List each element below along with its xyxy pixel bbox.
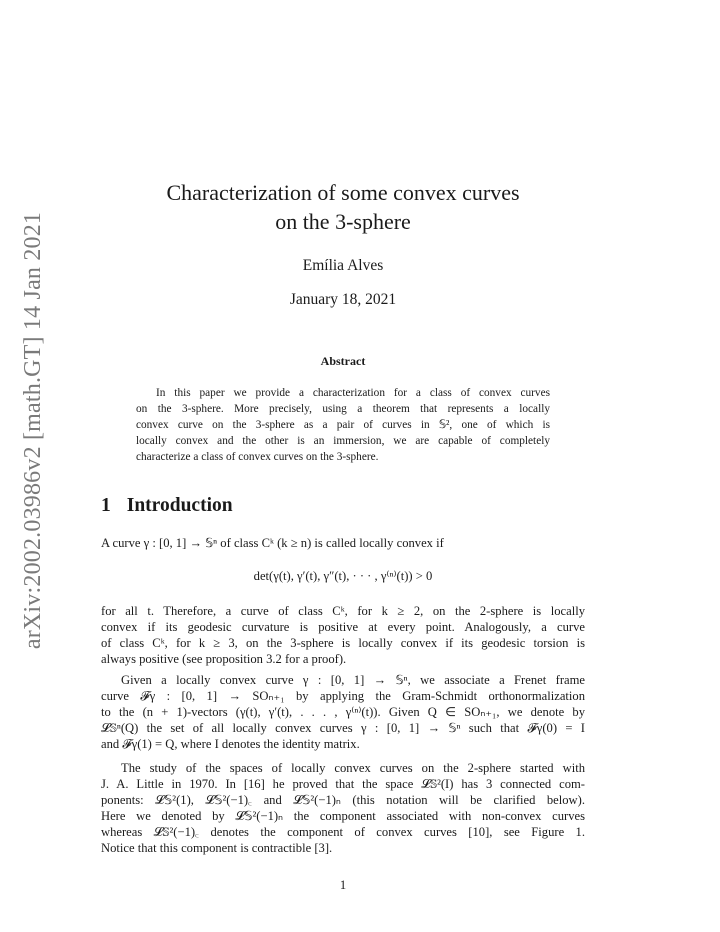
intro-line: A curve γ : [0, 1] → 𝕊ⁿ of class Cᵏ (k ≥ n) is called locally convex if	[101, 536, 444, 550]
paragraph-line: for all t. Therefore, a curve of class Cᵏ, for k ≥ 2, on the 2-sphere is locally	[101, 604, 585, 618]
paragraph-1	[101, 603, 585, 667]
paragraph-line: J. A. Little in 1970. In [16] he proved that the space 𝓛𝕊²(I) has 3 connected com-	[101, 777, 585, 791]
abstract-line: In this paper we provide a characterization for a class of convex curves	[156, 387, 550, 399]
display-equation: det(γ(t), γ′(t), γ″(t), · · · , γ⁽ⁿ⁾(t)) > 0	[253, 569, 433, 583]
paper-title-line-1: Characterization of some convex curves	[166, 180, 520, 205]
page-number: 1	[339, 878, 347, 892]
abstract-line: characterize a class of convex curves on the 3-sphere.	[136, 451, 379, 463]
paragraph-line: 𝓛𝕊ⁿ(Q) the set of all locally convex curves γ : [0, 1] → 𝕊ⁿ such that 𝓕γ(0) = I	[101, 721, 585, 735]
abstract-heading: Abstract	[320, 354, 366, 368]
intro-sentence	[101, 535, 585, 551]
paper-date: January 18, 2021	[289, 291, 397, 308]
paragraph-line: The study of the spaces of locally convex curves on the 2-sphere started with	[121, 761, 585, 775]
paragraph-line: always positive (see proposition 3.2 for a proof).	[101, 652, 347, 666]
arxiv-identifier-stamp	[12, 211, 56, 649]
abstract-line: on the 3-sphere. More precisely, using a theorem that represents a locally	[136, 403, 550, 415]
paragraph-line: ponents: 𝓛𝕊²(1), 𝓛𝕊²(−1)꜀ and 𝓛𝕊²(−1)ₙ (this notation will be clarified below).	[101, 793, 585, 807]
paragraph-line: of class Cᵏ, for k ≥ 3, on the 3-sphere is locally convex if its geodesic torsion is	[101, 636, 585, 650]
abstract-line: locally convex and the other is an immersion, we are capable of completely	[136, 435, 550, 447]
paragraph-3	[101, 760, 585, 856]
arxiv-identifier-text: arXiv:2002.03986v2 [math.GT] 14 Jan 2021	[20, 211, 47, 649]
paragraph-line: whereas 𝓛𝕊²(−1)꜀ denotes the component of convex curves [10], see Figure 1.	[101, 825, 585, 839]
paragraph-line: Here we denoted by 𝓛𝕊²(−1)ₙ the component associated with non-convex curves	[101, 809, 585, 823]
paragraph-line: Given a locally convex curve γ : [0, 1] → 𝕊ⁿ, we associate a Frenet frame	[121, 673, 585, 687]
abstract-line: convex curve on the 3-sphere as a pair of curves in 𝕊², one of which is	[136, 419, 550, 431]
paper-title-line-2: on the 3-sphere	[275, 209, 411, 234]
section-heading-introduction	[101, 495, 233, 517]
paragraph-line: Notice that this component is contractible [3].	[101, 841, 333, 855]
paper-title	[100, 178, 586, 236]
paragraph-line: to the (n + 1)-vectors (γ(t), γ′(t), . . . , γ⁽ⁿ⁾(t)). Given Q ∈ SOₙ₊₁, we denote by	[101, 705, 585, 719]
paragraph-2	[101, 672, 585, 752]
abstract-body	[136, 385, 550, 465]
paragraph-line: curve 𝓕γ : [0, 1] → SOₙ₊₁ by applying the Gram-Schmidt orthonormalization	[101, 689, 585, 703]
paragraph-line: convex if its geodesic curvature is positive at every point. Analogously, a curve	[101, 620, 585, 634]
section-title: Introduction	[126, 495, 233, 516]
paper-author: Emília Alves	[302, 257, 384, 274]
paragraph-line: and 𝓕γ(1) = Q, where I denotes the identity matrix.	[101, 737, 360, 751]
section-number: 1	[101, 495, 111, 516]
